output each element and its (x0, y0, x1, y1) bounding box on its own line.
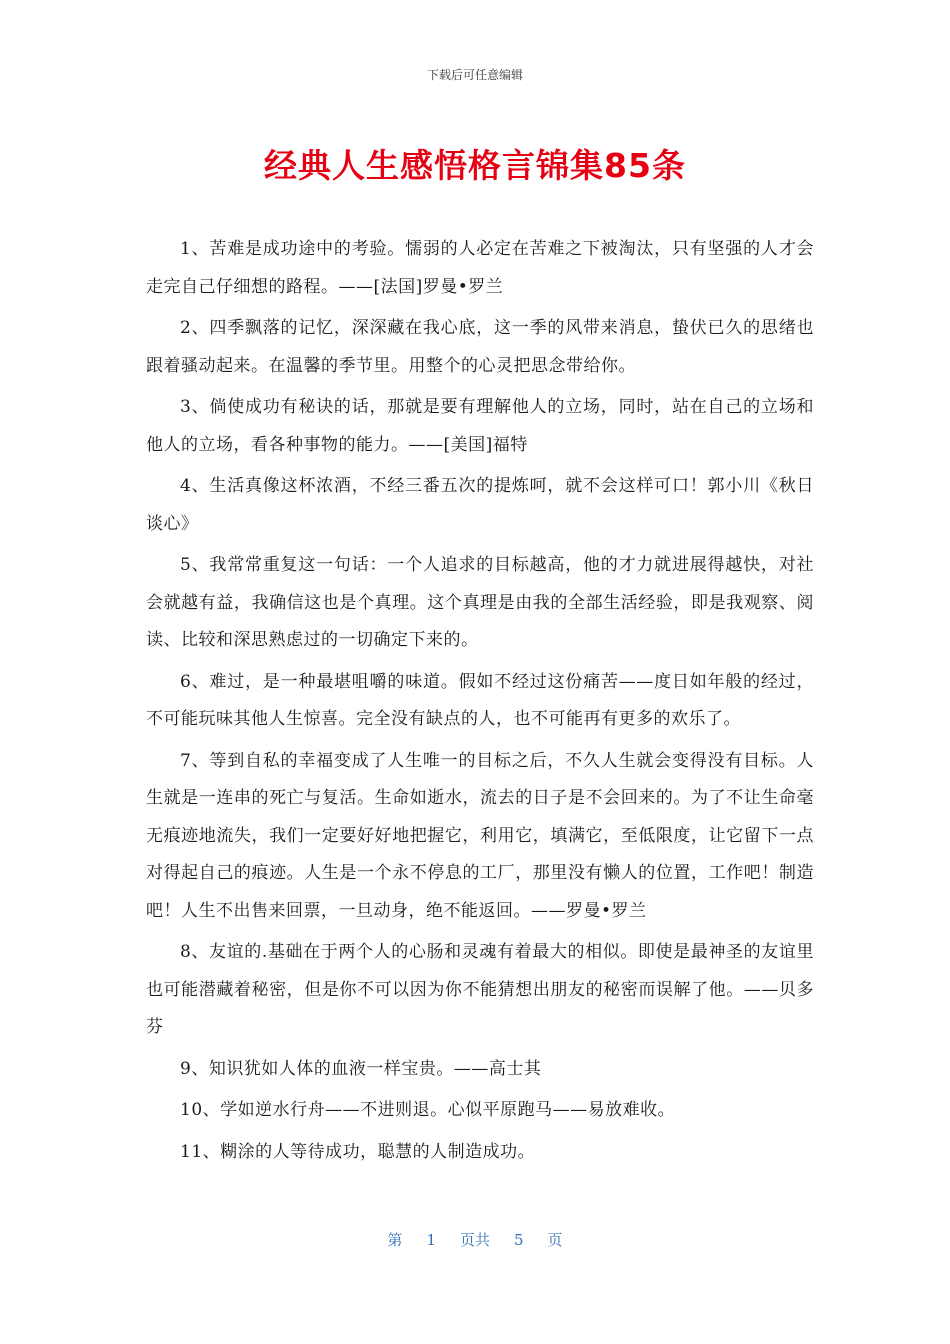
footer-page-mid: 页共 (459, 1231, 490, 1249)
document-body (146, 231, 814, 1175)
footer-page-number: 1 (426, 1231, 436, 1249)
paragraph: 6、难过，是一种最堪咀嚼的味道。假如不经过这份痛苦——度日如年般的经过，不可能玩味其他人生惊喜。完全没有缺点的人，也不可能再有更多的欢乐了。 (146, 671, 814, 729)
footer-page-total: 5 (514, 1231, 524, 1249)
footer-page-end: 页 (547, 1231, 563, 1249)
paragraph: 10、学如逆水行舟——不进则退。心似平原跑马——易放难收。 (180, 1100, 676, 1120)
document-title: 经典人生感悟格言锦集85条 (264, 146, 686, 185)
paragraph: 2、四季飘落的记忆，深深藏在我心底，这一季的风带来消息，蛰伏已久的思绪也跟着骚动起来。在温馨的季节里。用整个的心灵把思念带给你。 (146, 318, 814, 376)
footer-page-label: 第 (387, 1231, 403, 1249)
paragraph: 9、知识犹如人体的血液一样宝贵。——高士其 (180, 1058, 542, 1079)
paragraph: 8、友谊的.基础在于两个人的心肠和灵魂有着最大的相似。即使是最神圣的友谊里也可能潜藏着秘密，但是你不可以因为你不能猜想出朋友的秘密而误解了他。——贝多芬 (146, 942, 814, 1037)
paragraph: 1、苦难是成功途中的考验。懦弱的人必定在苦难之下被淘汰，只有坚强的人才会走完自己仔细想的路程。——[法国]罗曼•罗兰 (146, 239, 814, 297)
paragraph: 5、我常常重复这一句话：一个人追求的目标越高，他的才力就进展得越快，对社会就越有益，我确信这也是个真理。这个真理是由我的全部生活经验，即是我观察、阅读、比较和深思熟虑过的一切确定下来的。 (146, 555, 814, 650)
page-header-note: 下载后可任意编辑 (426, 68, 523, 82)
paragraph: 3、倘使成功有秘诀的话，那就是要有理解他人的立场，同时，站在自己的立场和他人的立场，看各种事物的能力。——[美国]福特 (146, 397, 814, 455)
page-footer (0, 1229, 950, 1250)
paragraph: 7、等到自私的幸福变成了人生唯一的目标之后，不久人生就会变得没有目标。人生就是一连串的死亡与复活。生命如逝水，流去的日子是不会回来的。为了不让生命毫无痕迹地流失，我们一定要好好地把握它，利用它，填满它，至低限度，让它留下一点对得起自己的痕迹。人生是一个永不停息的工厂，那里没有懒人的位置，工作吧！制造吧！人生不出售来回票，一旦动身，绝不能返回。——罗曼•罗兰 (146, 750, 814, 921)
paragraph: 4、生活真像这杯浓酒，不经三番五次的提炼呵，就不会这样可口！郭小川《秋日谈心》 (146, 476, 814, 534)
paragraph: 11、糊涂的人等待成功，聪慧的人制造成功。 (180, 1141, 536, 1162)
